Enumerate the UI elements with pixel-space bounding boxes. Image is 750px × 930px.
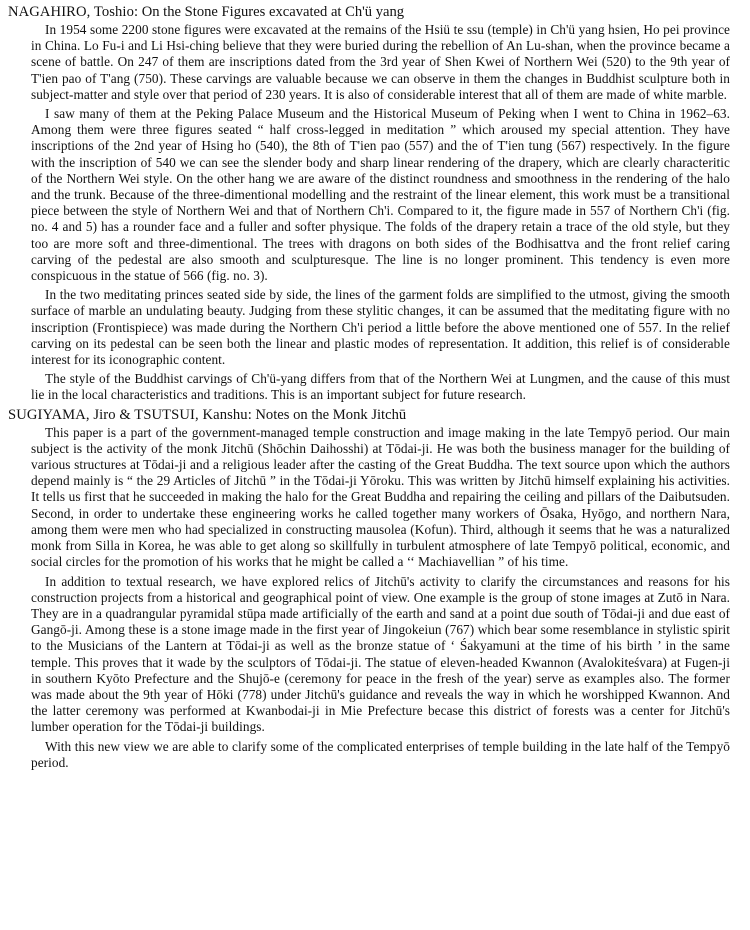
paragraph: In the two meditating princes seated side by side, the lines of the garment folds are simplified to the utmost, giving the smooth surface of marble an undulating beauty. Judging from these stylitic changes, it can be assumed that the meditating figure with no inscription (Frontispiece) was made during the Northern Ch'i period a little before the above mentioned one of 557. In the relief carving on its pedestal can be seen both the linear and plastic modes of representation. It addition, this relief is of considerable interest for its iconographic content.	[31, 287, 730, 368]
article-body	[31, 22, 730, 404]
entry-nagahiro	[8, 4, 730, 404]
paragraph: In addition to textual research, we have explored relics of Jitchū's activity to clarify the circumstances and reasons for his construction projects from a historical and geographical point of view. One example is the group of stone images at Zutō in Nara. They are in a quadrangular pyramidal stūpa made artificially of the earth and sand at a point due south of Tōdai-ji and due east of Gangō-ji. Among these is a stone image made in the first year of Jingokeiun (767) which bear some resemblance in stylistic spirit to the Musicians of the Lantern at Tōdai-ji as well as the bronze statue of ‘ Śakyamuni at the time of his birth ’ in the same temple. This proves that it wade by the sculptors of Tōdai-ji. The statue of eleven-headed Kwannon (Avalokiteśvara) at Fugen-ji in southern Kyōto Prefecture and the Shujō-e (ceremony for peace in the fresh of the year) serve as examples also. The former was made about the 9th year of Hōki (778) under Jitchū's guidance and reveals the way in which he worshipped Kwannon. And the latter ceremony was performed at Kwanbodai-ji in Mie Prefecture becase this district of forests was a center for Jitchū's lumber operation for the Tōdai-ji buildings.	[31, 573, 730, 735]
entry-authors: NAGAHIRO, Toshio	[8, 4, 134, 20]
entry-title: Notes on the Monk Jitchū	[255, 406, 407, 423]
heading-separator: :	[247, 406, 256, 423]
paragraph: With this new view we are able to clarify some of the complicated enterprises of temple building in the late half of the Tempyō period.	[31, 738, 730, 770]
paragraph: I saw many of them at the Peking Palace Museum and the Historical Museum of Peking when I went to China in 1962–63. Among them were three figures seated “ half cross-legged in meditation ” which aroused my special attention. They have inscriptions of the 2nd year of Hsing ho (540), the 8th of T'ien pao (557) and the of T'ien tung (567) respectively. In the figure with the inscription of 540 we can see the slender body and sharp linear rendering of the drapery, which are clearly characteritic of the Northern Wei style. On the other hang we are aware of the distinct roundness and smoothness in the rendering of the halo and the trunk. Because of the three-dimentional modelling and the restraint of the linear element, this work must be a transitional piece between the style of Northern Wei and that of Northern Ch'i. Compared to it, the figure made in 557 of Northern Ch'i (fig. no. 4 and 5) has a rounder face and a fuller and softer physique. The folds of the drapery retain a trace of the old style, but they too are more soft and three-dimentional. The trees with dragons on both sides of the Bodhisattva and the front relief caring carving of the pedestal are also smooth and sculpturesque. The line is no longer prominent. This tendency is even more conspicuous in the statue of 566 (fig. no. 3).	[31, 106, 730, 284]
entry-sugiyama-tsutsui	[8, 407, 730, 771]
heading-separator: :	[133, 4, 142, 20]
paragraph: In 1954 some 2200 stone figures were excavated at the remains of the Hsiü te ssu (temple) in Ch'ü yang hsien, Ho pei province in China. Lo Fu-i and Li Hsi-ching believe that they were buried during the rebellion of An Lu-shan, when the province became a scene of battle. On 247 of them are inscriptions dated from the 3rd year of Shen Kwei of Northern Wei (520) to the 9th year of T'ien pao of T'ang (750). These carvings are valuable because we can observe in them the changes in Buddhist sculpture both in subject-matter and style over that period of 230 years. It is also of considerable interest that all of them are made of white marble.	[31, 22, 730, 102]
article-body	[31, 425, 730, 771]
entry-authors: SUGIYAMA, Jiro & TSUTSUI, Kanshu	[8, 406, 248, 423]
paragraph: The style of the Buddhist carvings of Ch'ü-yang differs from that of the Northern Wei at Lungmen, and the cause of this must lie in the local characteristics and traditions. This is an important subject for future research.	[31, 371, 730, 403]
entry-heading	[8, 4, 730, 21]
entry-title: On the Stone Figures excavated at Ch'ü yang	[141, 4, 405, 20]
paragraph: This paper is a part of the government-managed temple construction and image making in the late Tempyō period. Our main subject is the activity of the monk Jitchū (Shōchin Daihosshi) at Tōdai-ji. He was both the business manager for the building of various structures at Tōdai-ji and a religious leader after the casting of the Great Buddha. The text source upon which the authors depend mainly is “ the 29 Articles of Jitchū ” in the Tōdai-ji Yōroku. This was written by Jitchū himself explaining his activities. It tells us first that he succeeded in making the halo for the Great Buddha and repairing the ceiling and pillars of the Daibutsuden. Second, in order to undertake these engineering works he called together many workers of Ōsaka, Hyōgo, and northern Nara, among them were men who had specialized in constructing mausolea (Kofun). Third, although it seems that he was a naturalized monk from Silla in Korea, he was able to get along so skillfully in turbulent atmosphere of late Tempyō political, economic, and social circles for the promotion of his works that he might be called a ‘‘ Machiavellian ” of his time.	[31, 424, 730, 570]
entry-heading	[8, 407, 730, 424]
